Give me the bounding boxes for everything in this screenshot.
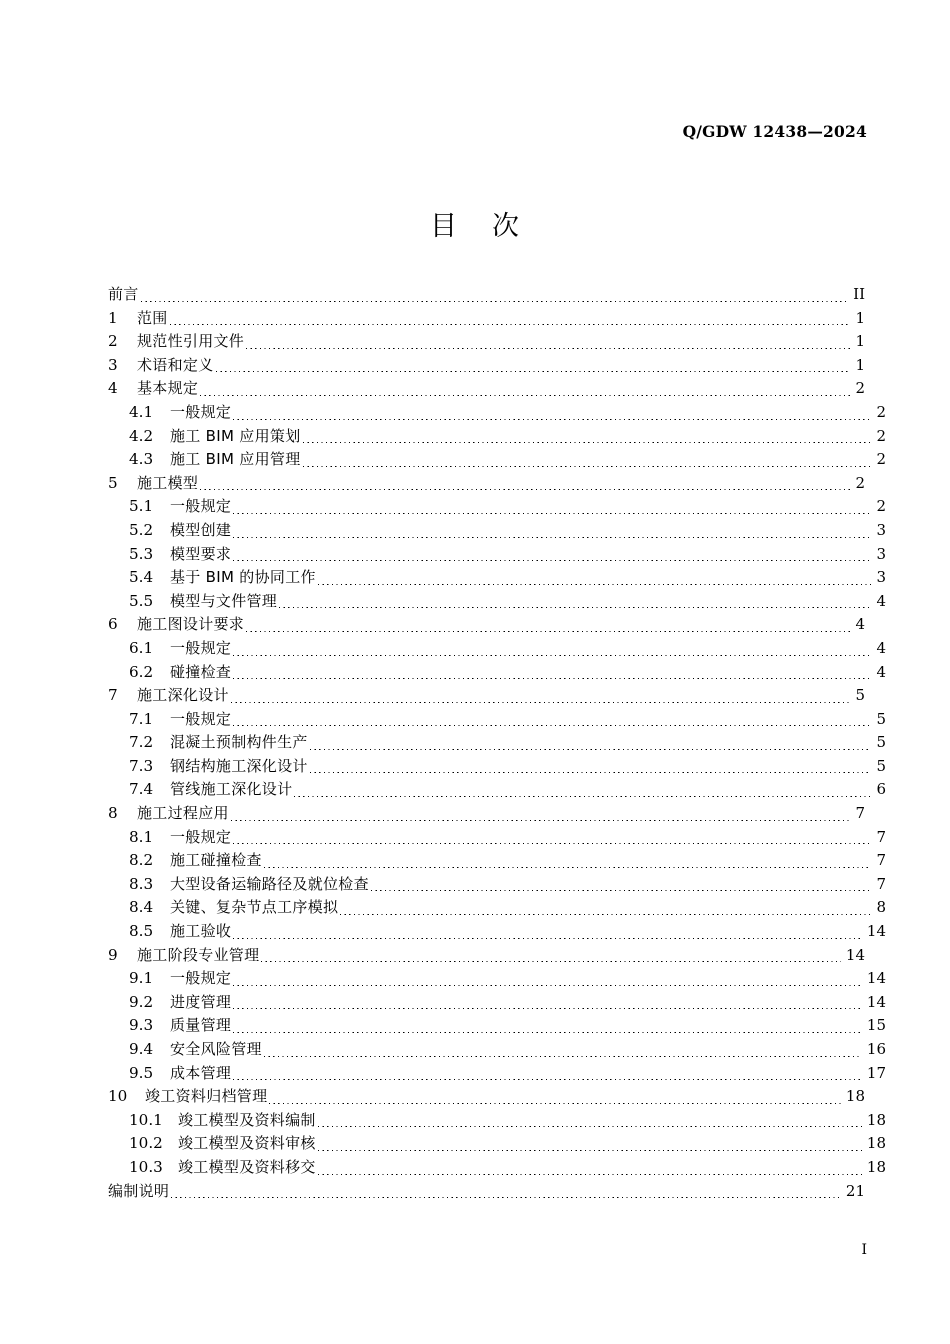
toc-entry[interactable] [108, 944, 865, 968]
toc-entry[interactable] [108, 519, 886, 543]
toc-entry[interactable] [108, 330, 865, 354]
toc-entry-page-number: 2 [876, 497, 886, 516]
toc-entry-number: 9.1 [129, 969, 154, 988]
toc-leader-dots [198, 395, 852, 396]
toc-leader-dots [231, 985, 864, 986]
table-of-contents [108, 283, 886, 1203]
toc-entry-number: 9.5 [129, 1063, 154, 1082]
toc-entry-label: 规范性引用文件 [137, 332, 245, 351]
page-title-char-1: 目 [430, 211, 458, 242]
toc-leader-dots [214, 371, 853, 372]
toc-entry-number: 5 [108, 473, 118, 492]
toc-entry-number: 8 [108, 804, 118, 823]
toc-entry[interactable] [108, 731, 886, 755]
toc-entry-number: 10.2 [129, 1134, 163, 1153]
toc-entry-page-number: 8 [876, 898, 886, 917]
toc-entry-label: 碰撞检查 [170, 662, 232, 681]
toc-leader-dots [244, 631, 852, 632]
toc-entry-page-number: 1 [855, 308, 865, 327]
toc-entry-page-number: 18 [845, 1087, 865, 1106]
toc-entry[interactable] [108, 1180, 865, 1204]
toc-entry-number: 9 [108, 945, 118, 964]
toc-entry-number: 7.4 [129, 780, 154, 799]
toc-entry[interactable] [108, 873, 886, 897]
toc-entry-label: 混凝土预制构件生产 [170, 733, 308, 752]
toc-entry-page-number: 3 [876, 544, 886, 563]
toc-entry-page-number: 17 [866, 1063, 886, 1082]
toc-entry[interactable] [108, 1038, 886, 1062]
toc-entry-page-number: 14 [866, 992, 886, 1011]
toc-entry-page-number: 5 [876, 709, 886, 728]
toc-entry-number: 10 [108, 1087, 128, 1106]
toc-entry-page-number: 2 [876, 450, 886, 469]
toc-leader-dots [308, 749, 874, 750]
toc-entry[interactable] [108, 967, 886, 991]
toc-entry[interactable] [108, 1109, 886, 1133]
toc-leader-dots [244, 348, 852, 349]
toc-entry[interactable] [108, 283, 865, 307]
toc-leader-dots [316, 584, 874, 585]
toc-entry-page-number: II [853, 285, 865, 303]
toc-entry-number: 5.2 [129, 520, 154, 539]
toc-leader-dots [231, 1008, 864, 1009]
toc-entry-label: 进度管理 [170, 992, 232, 1011]
toc-entry-number: 9.2 [129, 992, 154, 1011]
toc-leader-dots [369, 890, 874, 891]
toc-entry[interactable] [108, 802, 865, 826]
toc-entry-page-number: 4 [876, 638, 886, 657]
toc-entry-number: 7.2 [129, 733, 154, 752]
toc-entry-page-number: 7 [855, 804, 865, 823]
toc-entry[interactable] [108, 1132, 886, 1156]
toc-entry-page-number: 18 [866, 1110, 886, 1129]
toc-entry-label: 竣工模型及资料编制 [178, 1110, 316, 1129]
toc-entry-page-number: 4 [855, 615, 865, 634]
toc-entry-number: 9.4 [129, 1040, 154, 1058]
toc-entry-label: 一般规定 [170, 709, 232, 728]
toc-entry-number: 6 [108, 615, 118, 634]
toc-entry-label: 竣工模型及资料移交 [178, 1157, 316, 1176]
toc-entry-number: 10.1 [129, 1110, 163, 1129]
toc-entry[interactable] [108, 661, 886, 685]
toc-entry-label: 一般规定 [170, 497, 232, 516]
toc-entry-number: 6.2 [129, 662, 154, 681]
toc-entry-label: 施工 BIM 应用策划 [170, 426, 301, 445]
toc-leader-dots [316, 1150, 864, 1151]
toc-entry[interactable] [108, 1062, 886, 1086]
toc-entry-label: 模型要求 [170, 544, 232, 563]
toc-entry[interactable] [108, 637, 886, 661]
toc-leader-dots [231, 678, 873, 679]
toc-entry-label: 关键、复杂节点工序模拟 [170, 898, 339, 917]
toc-entry[interactable] [108, 566, 886, 590]
toc-entry-label: 术语和定义 [137, 355, 214, 374]
toc-entry-label: 施工验收 [170, 922, 232, 941]
toc-entry-number: 4.2 [129, 426, 154, 445]
toc-entry-page-number: 7 [876, 874, 886, 893]
toc-entry-page-number: 3 [876, 520, 886, 539]
toc-entry-label: 竣工模型及资料审核 [178, 1134, 316, 1153]
toc-entry[interactable] [108, 755, 886, 779]
toc-entry-page-number: 5 [876, 756, 886, 775]
toc-entry-number: 4.1 [129, 402, 154, 421]
toc-entry[interactable] [108, 1085, 865, 1109]
toc-entry[interactable] [108, 354, 865, 378]
toc-entry[interactable] [108, 896, 886, 920]
toc-entry-number: 6.1 [129, 638, 154, 657]
toc-entry[interactable] [108, 708, 886, 732]
toc-leader-dots [316, 1174, 864, 1175]
toc-entry-label: 成本管理 [170, 1063, 232, 1082]
toc-entry[interactable] [108, 826, 886, 850]
toc-entry[interactable] [108, 991, 886, 1015]
toc-leader-dots [231, 843, 873, 844]
toc-leader-dots [229, 702, 853, 703]
toc-entry-page-number: 18 [866, 1157, 886, 1176]
toc-entry-page-number: 7 [876, 851, 886, 870]
toc-leader-dots [308, 772, 874, 773]
toc-leader-dots [231, 419, 873, 420]
toc-entry-label: 基本规定 [137, 379, 199, 398]
toc-entry-page-number: 5 [855, 686, 865, 705]
toc-leader-dots [139, 301, 851, 302]
page-title-char-2: 次 [492, 211, 520, 242]
toc-entry-label: 一般规定 [170, 969, 232, 988]
toc-entry-number: 9.3 [129, 1016, 154, 1035]
toc-entry-label: 模型与文件管理 [170, 591, 278, 610]
toc-entry-label: 质量管理 [170, 1016, 232, 1035]
toc-leader-dots [231, 1032, 864, 1033]
toc-entry-page-number: 21 [845, 1181, 865, 1200]
toc-entry-number: 3 [108, 355, 118, 374]
document-footer-page-number: I [861, 1242, 867, 1258]
toc-entry[interactable] [108, 448, 886, 472]
page-title [0, 204, 950, 243]
toc-entry-label: 施工碰撞检查 [170, 851, 262, 870]
toc-entry[interactable] [108, 307, 865, 331]
toc-entry-page-number: 14 [866, 969, 886, 988]
toc-leader-dots [168, 324, 853, 325]
toc-entry-page-number: 1 [855, 355, 865, 374]
toc-entry-page-number: 7 [876, 827, 886, 846]
toc-entry-label: 前言 [108, 285, 139, 303]
toc-leader-dots [231, 655, 873, 656]
toc-entry-page-number: 1 [855, 332, 865, 351]
toc-leader-dots [267, 1103, 843, 1104]
toc-entry-number: 1 [108, 308, 118, 327]
document-header-standard-number: Q/GDW 12438—2024 [682, 122, 867, 141]
toc-entry-label: 竣工资料归档管理 [145, 1087, 268, 1106]
toc-entry-label: 施工阶段专业管理 [137, 945, 260, 964]
toc-leader-dots [231, 725, 873, 726]
toc-entry-page-number: 18 [866, 1134, 886, 1153]
toc-entry[interactable] [108, 849, 886, 873]
toc-entry-label: 钢结构施工深化设计 [170, 756, 308, 775]
toc-leader-dots [231, 560, 873, 561]
toc-entry-page-number: 4 [876, 591, 886, 610]
toc-entry[interactable] [108, 920, 886, 944]
toc-entry-number: 7.1 [129, 709, 154, 728]
toc-leader-dots [259, 961, 843, 962]
toc-entry-number: 8.3 [129, 874, 154, 893]
toc-leader-dots [229, 820, 853, 821]
toc-entry[interactable] [108, 377, 865, 401]
toc-leader-dots [292, 796, 873, 797]
toc-entry-page-number: 2 [855, 473, 865, 492]
toc-entry[interactable] [108, 543, 886, 567]
toc-entry-number: 10.3 [129, 1157, 163, 1176]
toc-entry-number: 2 [108, 332, 118, 351]
toc-leader-dots [231, 537, 873, 538]
toc-entry-number: 5.5 [129, 591, 154, 610]
toc-leader-dots [262, 1056, 864, 1057]
toc-entry-page-number: 16 [866, 1040, 886, 1058]
toc-entry-page-number: 5 [876, 733, 886, 752]
toc-leader-dots [262, 867, 874, 868]
toc-entry-number: 8.5 [129, 922, 154, 941]
toc-entry-page-number: 6 [876, 780, 886, 799]
toc-entry-page-number: 15 [866, 1016, 886, 1035]
toc-entry-label: 一般规定 [170, 827, 232, 846]
toc-entry-label: 安全风险管理 [170, 1040, 262, 1058]
toc-entry[interactable] [108, 684, 865, 708]
toc-entry[interactable] [108, 472, 865, 496]
toc-entry-number: 5.4 [129, 568, 154, 587]
toc-entry[interactable] [108, 590, 886, 614]
toc-entry[interactable] [108, 1156, 886, 1180]
toc-entry[interactable] [108, 425, 886, 449]
toc-entry[interactable] [108, 1014, 886, 1038]
toc-entry-label: 管线施工深化设计 [170, 780, 293, 799]
toc-entry-page-number: 3 [876, 568, 886, 587]
toc-entry-number: 8.1 [129, 827, 154, 846]
toc-leader-dots [301, 466, 874, 467]
toc-entry-number: 5.1 [129, 497, 154, 516]
toc-entry-label: 施工深化设计 [137, 686, 229, 705]
toc-entry-label: 施工 BIM 应用管理 [170, 450, 301, 469]
toc-entry-page-number: 14 [845, 945, 865, 964]
toc-entry-label: 施工图设计要求 [137, 615, 245, 634]
toc-entry-label: 大型设备运输路径及就位检查 [170, 874, 369, 893]
toc-entry[interactable] [108, 778, 886, 802]
toc-leader-dots [231, 938, 864, 939]
toc-entry-label: 一般规定 [170, 638, 232, 657]
toc-entry-number: 4.3 [129, 450, 154, 469]
toc-leader-dots [198, 489, 852, 490]
toc-leader-dots [301, 442, 874, 443]
toc-entry-label: 施工过程应用 [137, 804, 229, 823]
toc-leader-dots [277, 607, 873, 608]
toc-entry-number: 7.3 [129, 756, 154, 775]
toc-entry-page-number: 14 [866, 922, 886, 941]
toc-entry-page-number: 2 [876, 426, 886, 445]
toc-entry-label: 基于 BIM 的协同工作 [170, 568, 316, 587]
toc-entry-page-number: 4 [876, 662, 886, 681]
toc-entry-page-number: 2 [876, 402, 886, 421]
toc-leader-dots [231, 1079, 864, 1080]
toc-leader-dots [231, 513, 873, 514]
toc-entry-label: 施工模型 [137, 473, 199, 492]
toc-leader-dots [338, 914, 873, 915]
toc-entry-number: 4 [108, 379, 118, 398]
toc-entry[interactable] [108, 495, 886, 519]
toc-entry-label: 一般规定 [170, 402, 232, 421]
toc-leader-dots [169, 1197, 843, 1198]
toc-entry[interactable] [108, 401, 886, 425]
toc-entry-label: 模型创建 [170, 520, 232, 539]
toc-entry-number: 7 [108, 686, 118, 705]
toc-entry-number: 8.2 [129, 851, 154, 870]
toc-entry-label: 范围 [137, 308, 168, 327]
toc-entry-number: 5.3 [129, 544, 154, 563]
toc-entry-number: 8.4 [129, 898, 154, 917]
toc-entry-label: 编制说明 [108, 1181, 170, 1200]
toc-entry[interactable] [108, 613, 865, 637]
toc-entry-page-number: 2 [855, 379, 865, 398]
toc-leader-dots [316, 1126, 864, 1127]
